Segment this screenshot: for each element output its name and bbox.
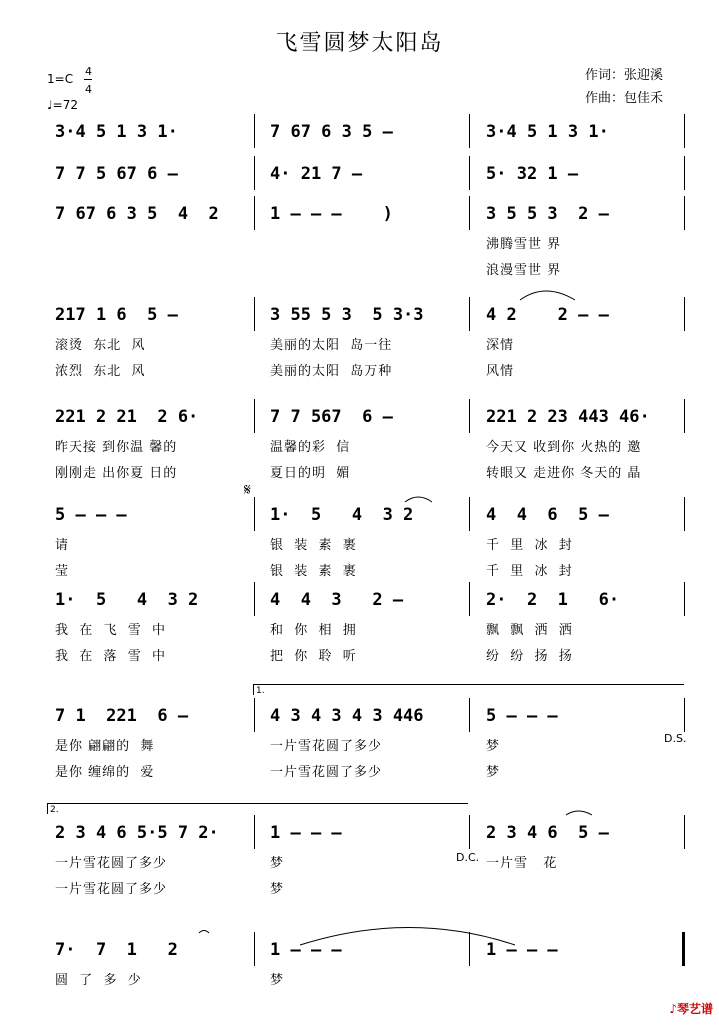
slur [300, 928, 515, 946]
lyric-line: 银 装 素 裹 [270, 564, 357, 579]
measure-notes: 7 67 6 3 5 4 2 [55, 204, 219, 224]
measure-notes: 1· 5 4 3 2 [55, 590, 199, 610]
lyric-line: 是你 缠绵的 爱 [55, 765, 155, 780]
lyric-line: 纷 纷 扬 扬 [486, 649, 573, 664]
measure-notes: 1 – – – [270, 823, 342, 843]
lyric-line: 把 你 聆 听 [270, 649, 357, 664]
brand-name: 琴艺谱 [676, 1002, 713, 1016]
lyric-line: 银 装 素 裹 [270, 538, 357, 553]
lyric-line: 一片雪 花 [486, 856, 558, 871]
measure-notes: 221 2 21 2 6· [55, 407, 199, 427]
lyric-line: 是你 翩翩的 舞 [55, 739, 155, 754]
measure-notes: 4· 21 7 – [270, 164, 363, 184]
measure-notes: 7· 7 1 2 [55, 940, 178, 960]
lyric-line: 沸腾雪世 界 [486, 237, 562, 252]
measure-notes: 3·4 5 1 3 1· [55, 122, 178, 142]
lyric-line: 一片雪花圆了多少 [270, 765, 383, 780]
dc-mark: D.C. [456, 851, 480, 864]
lyric-line: 千 里 冰 封 [486, 538, 573, 553]
measure-notes: 217 1 6 5 – [55, 305, 178, 325]
measure-notes: 4 4 6 5 – [486, 505, 609, 525]
measure-notes: 5 – – – [486, 706, 558, 726]
measure-notes: 1 – – – [486, 940, 558, 960]
lyric-line: 我 在 飞 雪 中 [55, 623, 167, 638]
lyric-line: 浪漫雪世 界 [486, 263, 562, 278]
lyric-line: 梦 [270, 973, 285, 988]
lyric-line: 我 在 落 雪 中 [55, 649, 167, 664]
lyric-line: 梦 [486, 765, 501, 780]
lyric-line: 昨天接 到你温 馨的 [55, 440, 178, 455]
lyric-line: 梦 [270, 856, 285, 871]
lyric-line: 请 [55, 538, 70, 553]
measure-notes: 7 67 6 3 5 – [270, 122, 393, 142]
lyric-line: 滚烫 东北 风 [55, 338, 146, 353]
lyric-line: 美丽的太阳 岛一往 [270, 338, 393, 353]
quarter-note-icon: ♩ [47, 98, 53, 112]
measure-notes: 2· 2 1 6· [486, 590, 620, 610]
measure-notes: 1 – – – [270, 940, 342, 960]
volta-1-label: 1. [256, 686, 265, 696]
measure-notes: 1 – – – ) [270, 204, 393, 224]
measure-notes: 7 7 567 6 – [270, 407, 393, 427]
measure-notes: 3·4 5 1 3 1· [486, 122, 609, 142]
measure-notes: 1· 5 4 3 2 [270, 505, 414, 525]
measure-notes: 3 55 5 3 5 3·3 [270, 305, 424, 325]
tempo-value: =72 [52, 98, 78, 112]
lyric-line: 一片雪花圆了多少 [55, 882, 168, 897]
measure-notes: 221 2 23 443 46· [486, 407, 650, 427]
measure-notes: 4 3 4 3 4 3 446 [270, 706, 424, 726]
brand-logo [669, 1000, 713, 1017]
lyric-line: 圆 了 多 少 [55, 973, 142, 988]
measure-notes: 5· 32 1 – [486, 164, 579, 184]
lyric-line: 莹 [55, 564, 70, 579]
measure-notes: 2 3 4 6 5 – [486, 823, 609, 843]
composer-credit: 作曲：包佳禾 [585, 91, 664, 106]
lyric-line: 美丽的太阳 岛万种 [270, 364, 393, 379]
volta-2-label: 2. [50, 805, 59, 815]
lyric-line: 风情 [486, 364, 515, 379]
lyric-line: 浓烈 东北 风 [55, 364, 146, 379]
lyric-line: 千 里 冰 封 [486, 564, 573, 579]
lyric-line: 飘 飘 洒 洒 [486, 623, 573, 638]
lyric-line: 梦 [270, 882, 285, 897]
lyric-line: 一片雪花圆了多少 [270, 739, 383, 754]
measure-notes: 7 7 5 67 6 – [55, 164, 178, 184]
segno-icon: 𝄋 [244, 480, 251, 499]
measure-notes: 4 4 3 2 – [270, 590, 404, 610]
time-signature-bottom: 4 [85, 83, 92, 96]
measure-notes: 4 2 2 – – [486, 305, 609, 325]
song-title: 飞雪圆梦太阳岛 [275, 31, 444, 56]
time-signature-top: 4 [85, 65, 92, 78]
lyric-line: 和 你 相 拥 [270, 623, 357, 638]
measure-notes: 3 5 5 3 2 – [486, 204, 609, 224]
brand-icon: ♪ [669, 1002, 677, 1016]
lyricist-credit: 作词：张迎溪 [585, 68, 664, 83]
lyric-line: 一片雪花圆了多少 [55, 856, 168, 871]
measure-notes: 2 3 4 6 5·5 7 2· [55, 823, 219, 843]
slur [520, 291, 575, 300]
lyric-line: 夏日的明 媚 [270, 466, 351, 481]
measure-notes: 7 1 221 6 – [55, 706, 189, 726]
slur [405, 497, 432, 502]
lyric-line: 梦 [486, 739, 501, 754]
fermata-icon [199, 931, 209, 934]
lyric-line: 转眼又 走进你 冬天的 晶 [486, 466, 642, 481]
lyric-line: 今天又 收到你 火热的 邀 [486, 440, 642, 455]
lyric-line: 温馨的彩 信 [270, 440, 351, 455]
lyric-line: 刚刚走 出你夏 日的 [55, 466, 178, 481]
key-signature: 1=C [47, 72, 74, 86]
slur [566, 811, 592, 815]
lyric-line: 深情 [486, 338, 515, 353]
measure-notes: 5 – – – [55, 505, 127, 525]
ds-mark: D.S. [664, 732, 687, 745]
